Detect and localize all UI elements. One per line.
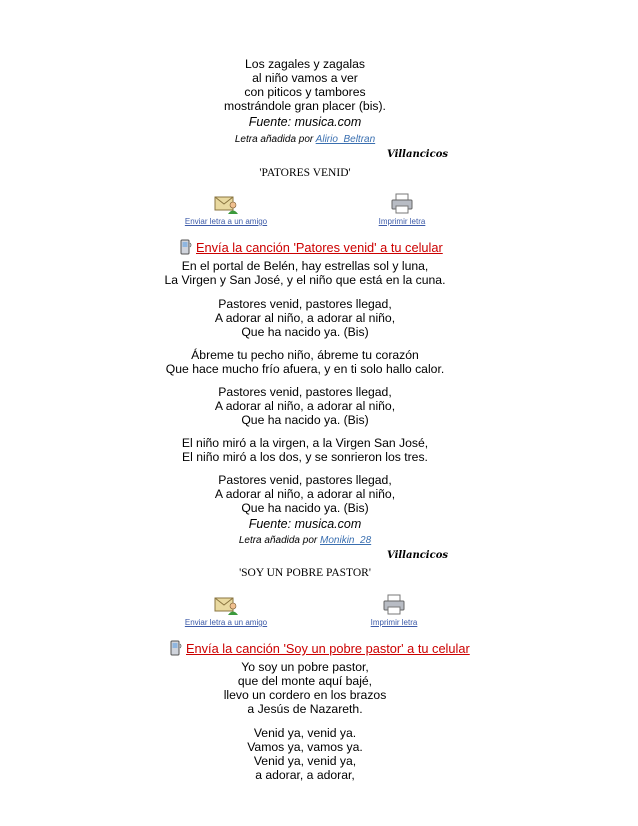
- verse-line: Venid ya, venid ya,: [253, 754, 357, 768]
- song-actions: [176, 594, 448, 628]
- print-label[interactable]: Imprimir letra: [378, 217, 426, 226]
- send-to-cell-label[interactable]: Envía la canción 'Soy un pobre pastor' a tu celular: [186, 641, 470, 656]
- send-to-friend-button[interactable]: [176, 594, 276, 627]
- envelope-person-icon: [213, 193, 239, 215]
- send-to-friend-label[interactable]: Enviar letra a un amigo: [184, 217, 268, 226]
- source-label: Fuente: musica.com: [248, 115, 362, 129]
- song-actions: [176, 193, 448, 227]
- verse-line: Que ha nacido ya. (Bis): [241, 501, 369, 515]
- verse-line: Pastores venid, pastores llegad,: [218, 297, 392, 311]
- author-link[interactable]: Monikin_28: [320, 535, 372, 546]
- verse-line: Que ha nacido ya. (Bis): [241, 325, 369, 339]
- category-label[interactable]: Villancicos: [386, 149, 448, 160]
- printer-icon: [389, 193, 415, 215]
- mobile-phone-icon: [178, 239, 194, 255]
- verse-line: que del monte aquí bajé,: [237, 674, 373, 688]
- source-label: Fuente: musica.com: [248, 517, 362, 531]
- added-by-prefix: Letra añadida por: [234, 134, 314, 145]
- verse-line: Que ha nacido ya. (Bis): [241, 413, 369, 427]
- song-title: 'PATORES VENID': [259, 167, 351, 179]
- added-by: [160, 134, 450, 145]
- verse-line: a Jesús de Nazareth.: [247, 702, 363, 716]
- envelope-person-icon: [213, 594, 239, 616]
- verse-line: Pastores venid, pastores llegad,: [218, 385, 392, 399]
- verse-line: mostrándole gran placer (bis).: [224, 99, 386, 113]
- send-to-cell-link[interactable]: [168, 640, 470, 656]
- verse-line: El niño miró a la virgen, a la Virgen San José,: [181, 436, 429, 450]
- verse-line: A adorar al niño, a adorar al niño,: [214, 311, 396, 325]
- author-link[interactable]: Alirio_Beltran: [315, 134, 376, 145]
- verse-line: Pastores venid, pastores llegad,: [218, 473, 392, 487]
- verse-line: Ábreme tu pecho niño, ábreme tu corazón: [191, 348, 419, 362]
- verse-line: Los zagales y zagalas: [245, 57, 365, 71]
- added-by: [160, 535, 450, 546]
- verse-line: Venid ya, venid ya.: [253, 726, 357, 740]
- verse-line: La Virgen y San José, y el niño que está en la cuna.: [164, 273, 446, 287]
- category-label[interactable]: Villancicos: [386, 550, 448, 561]
- print-label[interactable]: Imprimir letra: [370, 618, 418, 627]
- verse-line: A adorar al niño, a adorar al niño,: [214, 487, 396, 501]
- verse-line: En el portal de Belén, hay estrellas sol y luna,: [181, 259, 429, 273]
- verse-line: al niño vamos a ver: [252, 71, 358, 85]
- print-button[interactable]: [372, 193, 432, 226]
- song-title: 'SOY UN POBRE PASTOR': [239, 567, 371, 579]
- verse-line: con piticos y tambores: [244, 85, 366, 99]
- added-by-prefix: Letra añadida por: [238, 535, 318, 546]
- verse-line: A adorar al niño, a adorar al niño,: [214, 399, 396, 413]
- mobile-phone-icon: [168, 640, 184, 656]
- verse-line: Que hace mucho frío afuera, y en ti solo hallo calor.: [165, 362, 445, 376]
- verse-line: Yo soy un pobre pastor,: [241, 660, 369, 674]
- print-button[interactable]: [364, 594, 424, 627]
- verse-line: llevo un cordero en los brazos: [223, 688, 387, 702]
- send-to-cell-link[interactable]: [178, 239, 443, 255]
- verse-line: El niño miró a los dos, y se sonrieron los tres.: [182, 450, 428, 464]
- printer-icon: [381, 594, 407, 616]
- send-to-friend-label[interactable]: Enviar letra a un amigo: [184, 618, 268, 627]
- verse-line: a adorar, a adorar,: [255, 768, 355, 782]
- verse-line: Vamos ya, vamos ya.: [247, 740, 363, 754]
- send-to-cell-label[interactable]: Envía la canción 'Patores venid' a tu celular: [196, 240, 443, 255]
- send-to-friend-button[interactable]: [176, 193, 276, 226]
